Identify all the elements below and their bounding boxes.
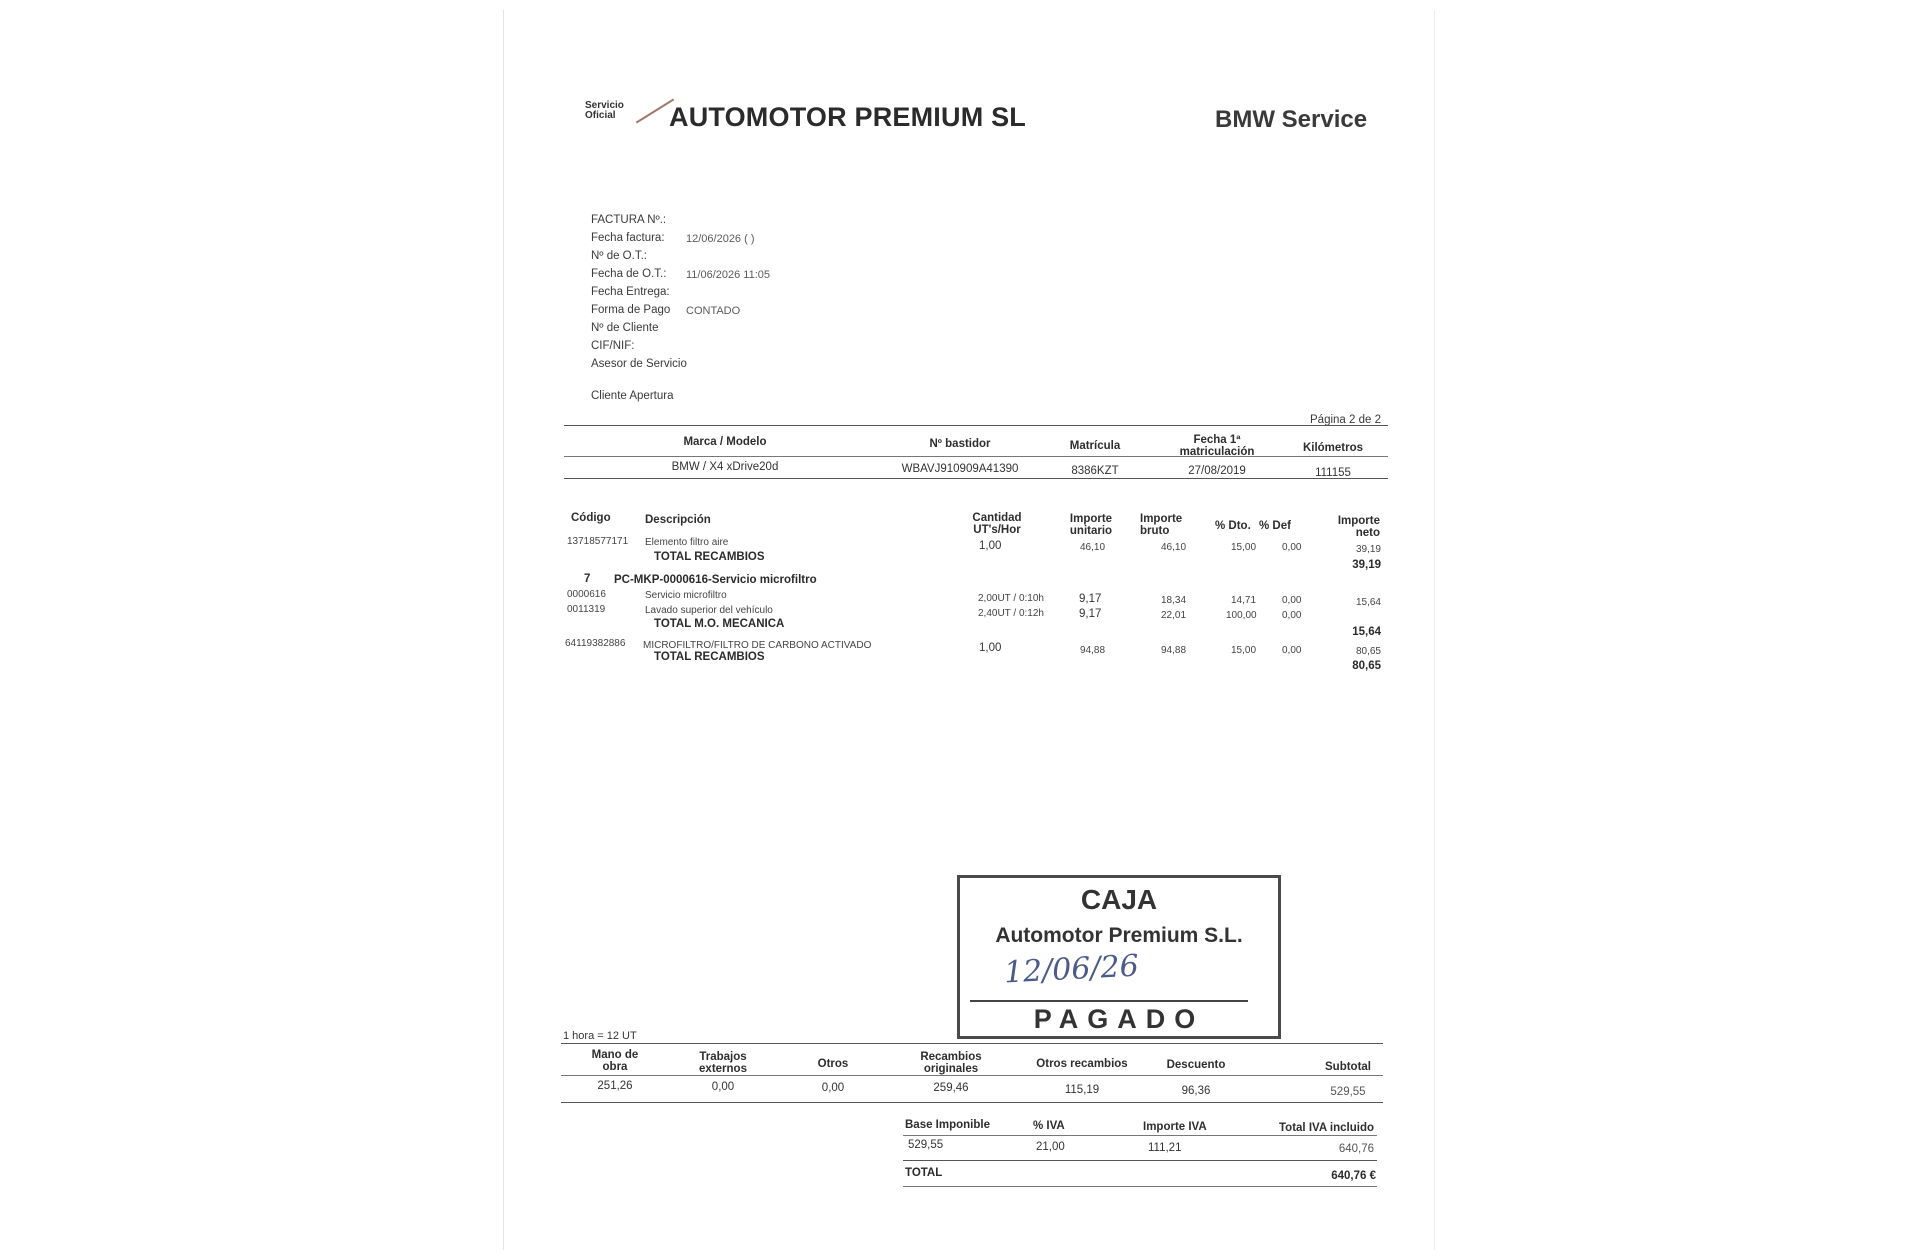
line-gross: 22,01 (1161, 610, 1187, 621)
total-labour-value: 15,64 (1352, 626, 1381, 638)
line-def: 0,00 (1282, 610, 1302, 621)
line-discount: 15,00 (1231, 542, 1257, 553)
line-def: 0,00 (1282, 542, 1302, 553)
total-parts-label: TOTAL RECAMBIOS (654, 551, 765, 563)
line-gross: 46,10 (1161, 542, 1187, 553)
tax-rate-value: 21,00 (1036, 1141, 1065, 1153)
company-name: AUTOMOTOR PREMIUM SL (669, 102, 1027, 132)
opening-client-label: Cliente Apertura (591, 390, 674, 402)
tax-mid-rule (903, 1160, 1377, 1161)
official-service-label: Servicio Oficial (585, 100, 624, 121)
vehicle-km-value: 111155 (1315, 467, 1351, 479)
lines-unit-price-header: Importe unitario (1069, 513, 1113, 537)
line-discount: 14,71 (1231, 595, 1257, 606)
vehicle-first-registration-value: 27/08/2019 (1188, 465, 1246, 477)
line-unit-price: 9,17 (1079, 593, 1102, 605)
payment-method-value: CONTADO (686, 305, 741, 317)
tax-bottom-rule (903, 1186, 1377, 1187)
brand-name: BMW Service (1215, 106, 1368, 133)
line-description: Lavado superior del vehículo (645, 605, 773, 616)
tax-base-header: Base Imponible (905, 1119, 990, 1131)
tax-total-value: 640,76 (1338, 1143, 1374, 1155)
summary-subtotal-header: Subtotal (1325, 1061, 1371, 1073)
lines-code-header: Código (571, 512, 611, 524)
vehicle-vin-value: WBAVJ910909A41390 (901, 463, 1019, 475)
total-parts-value: 39,19 (1352, 559, 1381, 571)
payment-method-label: Forma de Pago (591, 304, 671, 316)
tax-base-value: 529,55 (908, 1139, 944, 1151)
work-order-number-label: Nº de O.T.: (591, 250, 647, 262)
line-gross: 94,88 (1161, 645, 1187, 656)
hour-ut-note: 1 hora = 12 UT (563, 1030, 637, 1042)
line-unit-price: 9,17 (1079, 608, 1102, 620)
line-description: MICROFILTRO/FILTRO DE CARBONO ACTIVADO (643, 640, 872, 651)
tax-header-rule (903, 1135, 1377, 1136)
summary-original-parts-header: Recambios originales (920, 1051, 982, 1075)
line-net: 80,65 (1355, 646, 1381, 657)
line-def: 0,00 (1282, 645, 1302, 656)
line-code: 0000616 (567, 589, 606, 600)
delivery-date-label: Fecha Entrega: (591, 286, 670, 298)
lines-net-header: Importe neto (1337, 515, 1380, 539)
invoice-date-value: 12/06/2026 ( ) (686, 233, 755, 245)
stamp-paid-label: PAGADO (1033, 1004, 1205, 1034)
vehicle-first-registration-header: Fecha 1ª matriculación (1179, 434, 1255, 458)
invoice-number-label: FACTURA Nº.: (591, 214, 667, 226)
summary-top-rule (561, 1043, 1383, 1044)
grand-total-label: TOTAL (905, 1167, 943, 1179)
service-advisor-label: Asesor de Servicio (591, 358, 687, 370)
paid-stamp (957, 875, 1281, 1039)
line-quantity: 1,00 (979, 540, 1002, 552)
tax-amount-value: 111,21 (1148, 1142, 1182, 1154)
grand-total-value: 640,76 € (1331, 1170, 1376, 1182)
tax-id-label: CIF/NIF: (591, 340, 635, 352)
line-unit-price: 46,10 (1080, 542, 1106, 553)
line-quantity: 1,00 (979, 642, 1002, 654)
summary-external-header: Trabajos externos (699, 1051, 747, 1075)
line-quantity: 2,40UT / 0:12h (978, 608, 1044, 619)
total-parts-label-2: TOTAL RECAMBIOS (654, 651, 765, 663)
stamp-company-name: Automotor Premium S.L. (995, 924, 1243, 947)
summary-original-parts-value: 259,46 (933, 1082, 969, 1094)
vehicle-km-header: Kilómetros (1302, 442, 1364, 454)
summary-other-parts-header: Otros recambios (1036, 1058, 1128, 1070)
line-def: 0,00 (1282, 595, 1302, 606)
stamp-caja-label: CAJA (1080, 884, 1158, 915)
line-description: Elemento filtro aire (645, 537, 729, 548)
line-discount: 100,00 (1226, 610, 1257, 621)
work-order-date-label: Fecha de O.T.: (591, 268, 667, 280)
vehicle-plate-value: 8386KZT (1071, 465, 1119, 477)
line-description: Servicio microfiltro (645, 590, 727, 601)
vehicle-table-bottom-rule (564, 478, 1388, 479)
line-gross: 18,34 (1161, 595, 1187, 606)
summary-other-value: 0,00 (821, 1082, 845, 1094)
tax-amount-header: Importe IVA (1143, 1121, 1207, 1133)
invoice-date-label: Fecha factura: (591, 232, 665, 244)
line-discount: 15,00 (1231, 645, 1257, 656)
lines-description-header: Descripción (645, 514, 711, 526)
vehicle-model-header: Marca / Modelo (683, 436, 767, 448)
total-parts-value-2: 80,65 (1352, 660, 1381, 672)
page-number: Página 2 de 2 (1310, 414, 1381, 426)
line-code: 0011319 (567, 604, 606, 615)
lines-quantity-header: Cantidad UT's/Hor (972, 512, 1022, 536)
summary-labour-header: Mano de obra (591, 1049, 639, 1073)
lines-discount-header: % Dto. (1215, 520, 1251, 532)
total-labour-label: TOTAL M.O. MECANICA (654, 618, 785, 630)
package-title: PC-MKP-0000616-Servicio microfiltro (614, 574, 817, 586)
summary-discount-value: 96,36 (1181, 1085, 1211, 1097)
summary-subtotal-value: 529,55 (1330, 1086, 1366, 1098)
summary-discount-header: Descuento (1166, 1059, 1226, 1071)
package-number: 7 (584, 573, 591, 585)
summary-external-value: 0,00 (711, 1081, 735, 1093)
stamp-divider (970, 1000, 1248, 1002)
line-net: 39,19 (1355, 544, 1381, 555)
line-net: 15,64 (1355, 597, 1381, 608)
client-number-label: Nº de Cliente (591, 322, 659, 334)
stamp-handwritten-date: 12/06/26 (1003, 948, 1140, 991)
line-code: 13718577171 (567, 536, 629, 547)
summary-bottom-rule (561, 1102, 1383, 1103)
lines-gross-header: Importe bruto (1140, 513, 1183, 537)
line-unit-price: 94,88 (1080, 645, 1106, 656)
summary-labour-value: 251,26 (597, 1080, 633, 1092)
summary-other-header: Otros (817, 1058, 849, 1070)
vehicle-vin-header: Nº bastidor (929, 438, 991, 450)
vehicle-table-mid-rule (564, 456, 1388, 457)
lines-def-header: % Def (1259, 520, 1291, 532)
vehicle-plate-header: Matrícula (1069, 440, 1121, 452)
vehicle-model-value: BMW / X4 xDrive20d (671, 461, 779, 473)
tax-total-header: Total IVA incluido (1279, 1122, 1374, 1134)
summary-other-parts-value: 115,19 (1064, 1084, 1100, 1096)
vehicle-table-top-rule (564, 425, 1388, 426)
tax-rate-header: % IVA (1033, 1120, 1065, 1132)
summary-mid-rule (561, 1075, 1383, 1076)
line-quantity: 2,00UT / 0:10h (978, 593, 1044, 604)
line-code: 64119382886 (565, 638, 626, 649)
work-order-date-value: 11/06/2026 11:05 (686, 269, 771, 281)
